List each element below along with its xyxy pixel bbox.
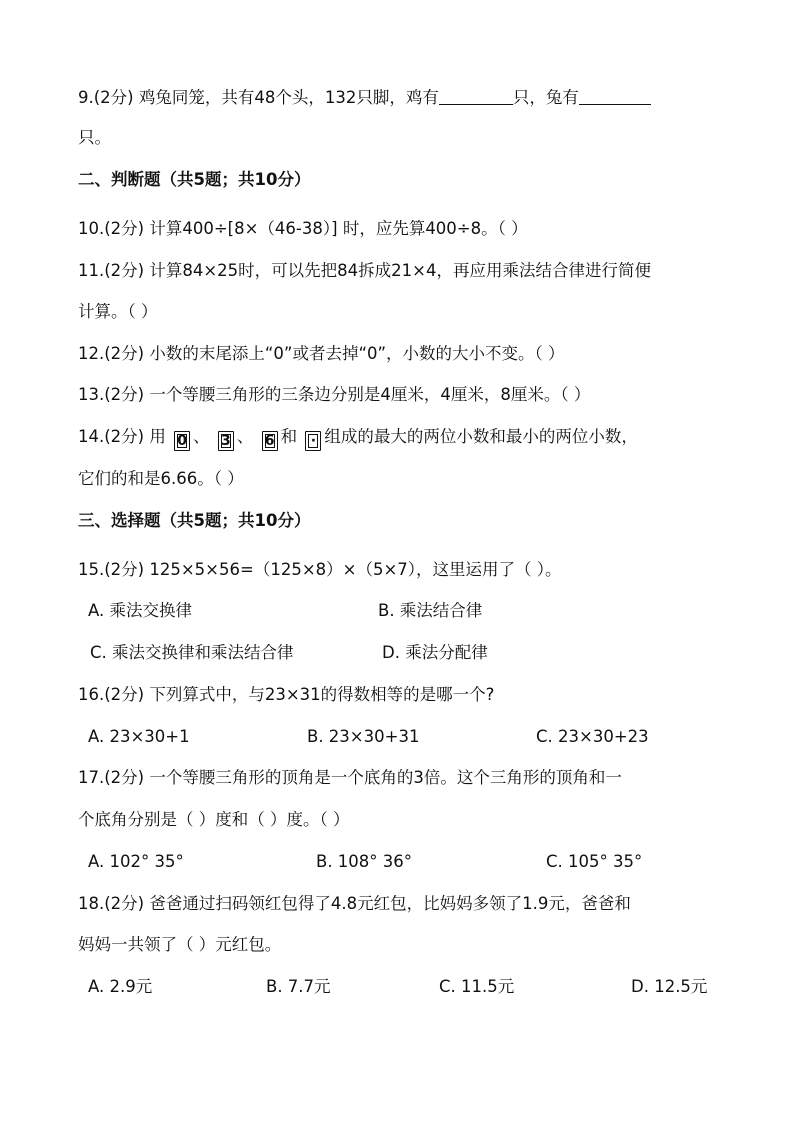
question-15: 15.(2分) 125×5×56=（125×8）×（5×7），这里运用了（ ）。 xyxy=(78,560,562,579)
option-c[interactable]: C. 23×30+23 xyxy=(536,727,649,746)
option-c[interactable]: C. 乘法交换律和乘法结合律 xyxy=(90,643,294,662)
option-a[interactable]: A. 2.9元 xyxy=(88,977,153,996)
option-b[interactable]: B. 7.7元 xyxy=(266,977,331,996)
digit-card: 3 xyxy=(218,431,234,451)
question-16: 16.(2分) 下列算式中，与23×31的得数相等的是哪一个? xyxy=(78,685,495,704)
answer-blank[interactable] xyxy=(579,88,651,105)
question-9-line2: 只。 xyxy=(78,128,111,147)
option-b[interactable]: B. 乘法结合律 xyxy=(378,601,483,620)
separator: 、 xyxy=(193,427,210,446)
option-a[interactable]: A. 乘法交换律 xyxy=(88,601,192,620)
question-9-mid: 只，兔有 xyxy=(512,88,579,107)
separator: 和 xyxy=(280,427,298,446)
separator: 、 xyxy=(236,427,254,446)
option-a[interactable]: A. 102° 35° xyxy=(88,852,184,871)
question-18-line2: 妈妈一共领了（ ）元红包。 xyxy=(78,935,282,954)
question-14-suffix: 组成的最大的两位小数和最小的两位小数， xyxy=(324,427,638,446)
question-10: 10.(2分) 计算400÷[8×（46-38）] 时，应先算400÷8。（ ） xyxy=(78,219,528,238)
question-17: 17.(2分) 一个等腰三角形的顶角是一个底角的3倍。这个三角形的顶角和一 xyxy=(78,768,622,787)
question-11: 11.(2分) 计算84×25时，可以先把84拆成21×4，再应用乘法结合律进行简便 xyxy=(78,261,651,280)
option-b[interactable]: B. 23×30+31 xyxy=(307,727,420,746)
option-d[interactable]: D. 12.5元 xyxy=(631,977,708,996)
option-c[interactable]: C. 105° 35° xyxy=(546,852,643,871)
option-b[interactable]: B. 108° 36° xyxy=(316,852,413,871)
option-c[interactable]: C. 11.5元 xyxy=(439,977,515,996)
digit-card: 0 xyxy=(174,431,190,451)
option-d[interactable]: D. 乘法分配律 xyxy=(382,643,488,662)
decimal-point-card: · xyxy=(305,431,321,451)
digit-card: 6 xyxy=(262,431,278,451)
question-14-prefix: 14.(2分) 用 xyxy=(78,427,166,446)
question-18: 18.(2分) 爸爸通过扫码领红包得了4.8元红包，比妈妈多领了1.9元，爸爸和 xyxy=(78,894,631,913)
question-13: 13.(2分) 一个等腰三角形的三条边分别是4厘米，4厘米，8厘米。（ ） xyxy=(78,385,591,404)
question-9 xyxy=(78,87,724,109)
question-14 xyxy=(78,426,724,451)
question-14-line2: 它们的和是6.66。（ ） xyxy=(78,469,244,488)
question-9-text: 9.(2分) 鸡兔同笼，共有48个头，132只脚，鸡有 xyxy=(78,88,439,107)
option-a[interactable]: A. 23×30+1 xyxy=(88,727,190,746)
answer-blank[interactable] xyxy=(439,88,513,105)
section-title-judgement: 二、判断题（共5题；共10分） xyxy=(78,170,311,189)
question-17-line2: 个底角分别是（ ）度和（ ）度。（ ） xyxy=(78,810,350,829)
section-title-choice: 三、选择题（共5题；共10分） xyxy=(78,511,311,530)
question-12: 12.(2分) 小数的末尾添上“0”或者去掉“0”，小数的大小不变。（ ） xyxy=(78,344,565,363)
question-11-line2: 计算。（ ） xyxy=(78,302,158,321)
